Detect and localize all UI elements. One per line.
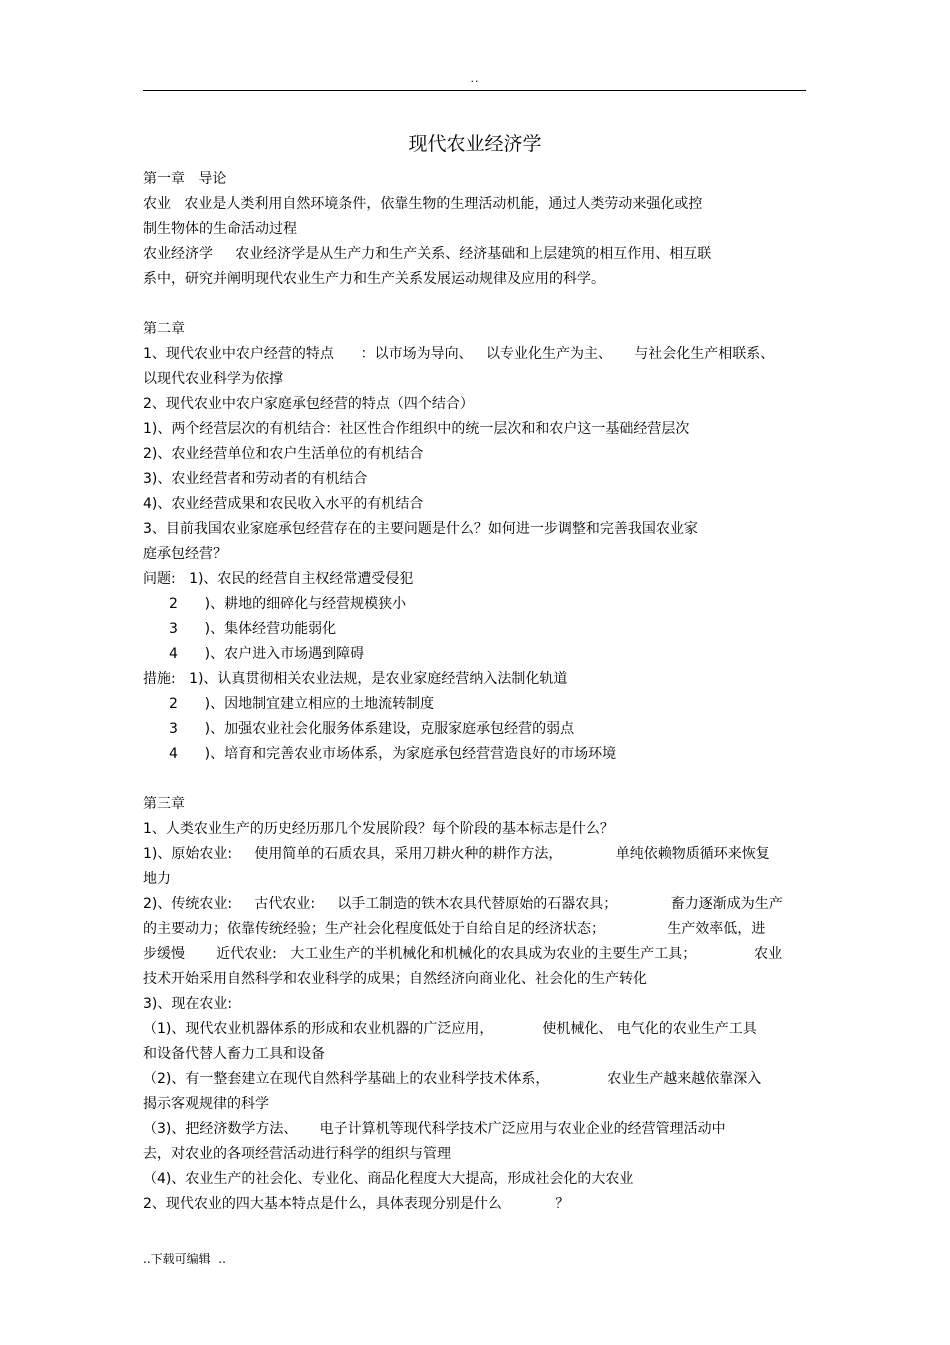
paragraph-line: 2、现代农业的四大基本特点是什么，具体表现分别是什么 ？ (143, 1196, 570, 1212)
list-item: 4 )、农户进入市场遇到障碍 (169, 646, 365, 662)
paragraph-line: 庭承包经营？ (143, 546, 227, 562)
paragraph-line: 2)、传统农业: 古代农业: 以手工制造的铁木农具代替原始的石器农具； 畜力逐渐成为生产 (143, 896, 783, 912)
list-item: 4 )、培育和完善农业市场体系，为家庭承包经营营造良好的市场环境 (169, 746, 617, 762)
paragraph-line: 1)、两个经营层次的有机结合：社区性合作组织中的统一层次和和农户这一基础经营层次 (143, 421, 690, 437)
paragraph-line: 农业经济学 农业经济学是从生产力和生产关系、经济基础和上层建筑的相互作用、相互联 (143, 246, 712, 262)
chapter-2-heading: 第二章 (143, 321, 185, 337)
paragraph-line: 步缓慢 近代农业: 大工业生产的半机械化和机械化的农具成为农业的主要生产工具； 农业 (143, 946, 783, 962)
list-item: 3 )、加强农业社会化服务体系建设，克服家庭承包经营的弱点 (169, 721, 575, 737)
paragraph-line: 和设备代替人畜力工具和设备 (143, 1046, 325, 1062)
paragraph-line: 去，对农业的各项经营活动进行科学的组织与管理 (143, 1146, 451, 1162)
list-item: 措施: 1)、认真贯彻相关农业法规，是农业家庭经营纳入法制化轨道 (143, 671, 568, 687)
header-dots: .. (470, 72, 480, 85)
paragraph-line: （2)、有一整套建立在现代自然科学基础上的农业科学技术体系， 农业生产越来越依靠深入 (143, 1071, 762, 1087)
chapter-3-heading: 第三章 (143, 796, 185, 812)
paragraph-line: 制生物体的生命活动过程 (143, 221, 297, 237)
footer-note: ..下载可编辑 .. (143, 1252, 226, 1266)
paragraph-line: 地力 (143, 871, 171, 887)
paragraph-line: 农业 农业是人类利用自然环境条件，依靠生物的生理活动机能，通过人类劳动来强化或控 (143, 196, 703, 212)
list-item: 2 )、因地制宜建立相应的土地流转制度 (169, 696, 435, 712)
blank-line (143, 767, 808, 792)
chapter-1-heading: 第一章 导论 (143, 171, 227, 187)
blank-line (143, 292, 808, 317)
header-rule (143, 90, 806, 91)
paragraph-line: 以现代农业科学为依撑 (143, 371, 283, 387)
paragraph-line: 揭示客观规律的科学 (143, 1096, 269, 1112)
paragraph-line: 2、现代农业中农户家庭承包经营的特点（四个结合） (143, 396, 474, 412)
paragraph-line: 3)、现在农业: (143, 996, 233, 1012)
paragraph-line: 3)、农业经营者和劳动者的有机结合 (143, 471, 368, 487)
paragraph-line: 技术开始采用自然科学和农业科学的成果；自然经济向商业化、社会化的生产转化 (143, 971, 647, 987)
paragraph-line: （4)、农业生产的社会化、专业化、商品化程度大大提高，形成社会化的大农业 (143, 1171, 634, 1187)
paragraph-line: 1、人类农业生产的历史经历那几个发展阶段？每个阶段的基本标志是什么？ (143, 821, 614, 837)
paragraph-line: 的主要动力；依靠传统经验；生产社会化程度低处于自给自足的经济状态； 生产效率低，进 (143, 921, 766, 937)
paragraph-line: （1)、现代农业机器体系的形成和农业机器的广泛应用， 使机械化、 电气化的农业生产工具 (143, 1021, 757, 1037)
paragraph-line: （3)、把经济数学方法、 电子计算机等现代科学技术广泛应用与农业企业的经营管理活动中 (143, 1121, 726, 1137)
document-body (143, 167, 808, 1217)
paragraph-line: 系中，研究并阐明现代农业生产力和生产关系发展运动规律及应用的科学。 (143, 271, 605, 287)
list-item: 2 )、耕地的细碎化与经营规模狭小 (169, 596, 407, 612)
list-item: 3 )、集体经营功能弱化 (169, 621, 337, 637)
paragraph-line: 1、现代农业中农户经营的特点 ：以市场为导向、 以专业化生产为主、 与社会化生产相联系、 (143, 346, 775, 362)
document-title: 现代农业经济学 (408, 133, 542, 155)
list-item: 问题: 1)、农民的经营自主权经常遭受侵犯 (143, 571, 414, 587)
paragraph-line: 2)、农业经营单位和农户生活单位的有机结合 (143, 446, 424, 462)
paragraph-line: 4)、农业经营成果和农民收入水平的有机结合 (143, 496, 424, 512)
paragraph-line: 1)、原始农业: 使用简单的石质农具，采用刀耕火种的耕作方法， 单纯依赖物质循环来恢复 (143, 846, 770, 862)
paragraph-line: 3、目前我国农业家庭承包经营存在的主要问题是什么？如何进一步调整和完善我国农业家 (143, 521, 698, 537)
